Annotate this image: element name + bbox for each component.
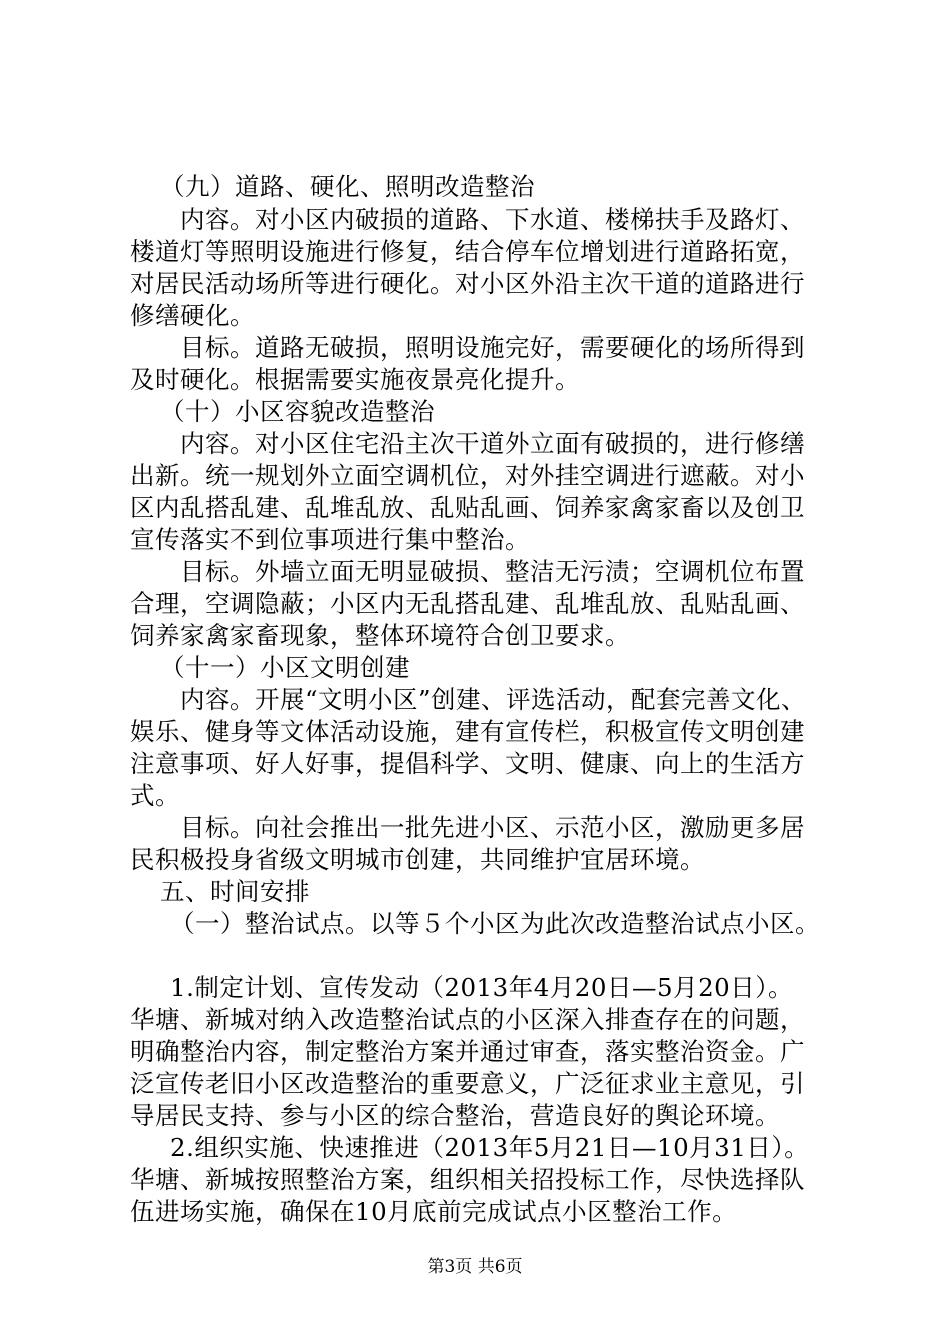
paragraph-line: 饲养家禽家畜现象，整体环境符合创卫要求。	[130, 621, 630, 650]
paragraph-line: 宣传落实不到位事项进行集中整治。	[130, 525, 530, 554]
paragraph-line: 合理，空调隐蔽；小区内无乱搭乱建、乱堆乱放、乱贴乱画、	[130, 589, 805, 618]
heading-section-10: （十）小区容貌改造整治	[160, 397, 435, 426]
paragraph-line: 及时硬化。根据需要实施夜景亮化提升。	[130, 365, 580, 394]
paragraph-line: 目标。道路无破损，照明设施完好，需要硬化的场所得到	[180, 333, 805, 362]
paragraph-line: 华塘、新城对纳入改造整治试点的小区深入排查存在的问题，	[130, 1005, 805, 1034]
paragraph-line: 目标。外墙立面无明显破损、整洁无污渍；空调机位布置	[180, 557, 805, 586]
heading-section-11: （十一）小区文明创建	[160, 653, 410, 682]
heading-section-9: （九）道路、硬化、照明改造整治	[160, 172, 535, 201]
paragraph-line: 华塘、新城按照整治方案，组织相关招投标工作，尽快选择队	[130, 1165, 805, 1194]
paragraph-line: 娱乐、健身等文体活动设施，建有宣传栏，积极宣传文明创建	[130, 717, 805, 746]
paragraph-line: 楼道灯等照明设施进行修复，结合停车位增划进行道路拓宽，	[130, 237, 805, 266]
paragraph-line: 民积极投身省级文明城市创建，共同维护宜居环境。	[130, 845, 705, 874]
page-footer: 第3页 共6页	[427, 1257, 523, 1277]
paragraph-line: （一）整治试点。以等５个小区为此次改造整治试点小区。	[170, 909, 820, 938]
heading-section-5: 五、时间安排	[160, 877, 310, 906]
paragraph-line: 内容。对小区住宅沿主次干道外立面有破损的，进行修缮	[180, 429, 805, 458]
paragraph-line: 修缮硬化。	[130, 301, 255, 330]
paragraph-line: 对居民活动场所等进行硬化。对小区外沿主次干道的道路进行	[130, 269, 805, 298]
paragraph-line: 1.制定计划、宣传发动（2013年4月20日—5月20日）。	[170, 973, 794, 1002]
paragraph-line: 式。	[130, 781, 180, 810]
paragraph-line: 内容。对小区内破损的道路、下水道、楼梯扶手及路灯、	[180, 205, 805, 234]
paragraph-line: 注意事项、好人好事，提倡科学、文明、健康、向上的生活方	[130, 749, 805, 778]
paragraph-line: 伍进场实施，确保在10月底前完成试点小区整治工作。	[130, 1197, 738, 1226]
paragraph-line: 区内乱搭乱建、乱堆乱放、乱贴乱画、饲养家禽家畜以及创卫	[130, 493, 805, 522]
paragraph-line: 目标。向社会推出一批先进小区、示范小区，激励更多居	[180, 813, 805, 842]
paragraph-line: 导居民支持、参与小区的综合整治，营造良好的舆论环境。	[130, 1101, 780, 1130]
paragraph-line: 出新。统一规划外立面空调机位，对外挂空调进行遮蔽。对小	[130, 461, 805, 490]
paragraph-line: 明确整治内容，制定整治方案并通过审查，落实整治资金。广	[130, 1037, 805, 1066]
paragraph-line: 内容。开展“文明小区”创建、评选活动，配套完善文化、	[180, 685, 807, 714]
paragraph-line: 泛宣传老旧小区改造整治的重要意义，广泛征求业主意见，引	[130, 1069, 805, 1098]
paragraph-line: 2.组织实施、快速推进（2013年5月21日—10月31日）。	[170, 1133, 810, 1162]
